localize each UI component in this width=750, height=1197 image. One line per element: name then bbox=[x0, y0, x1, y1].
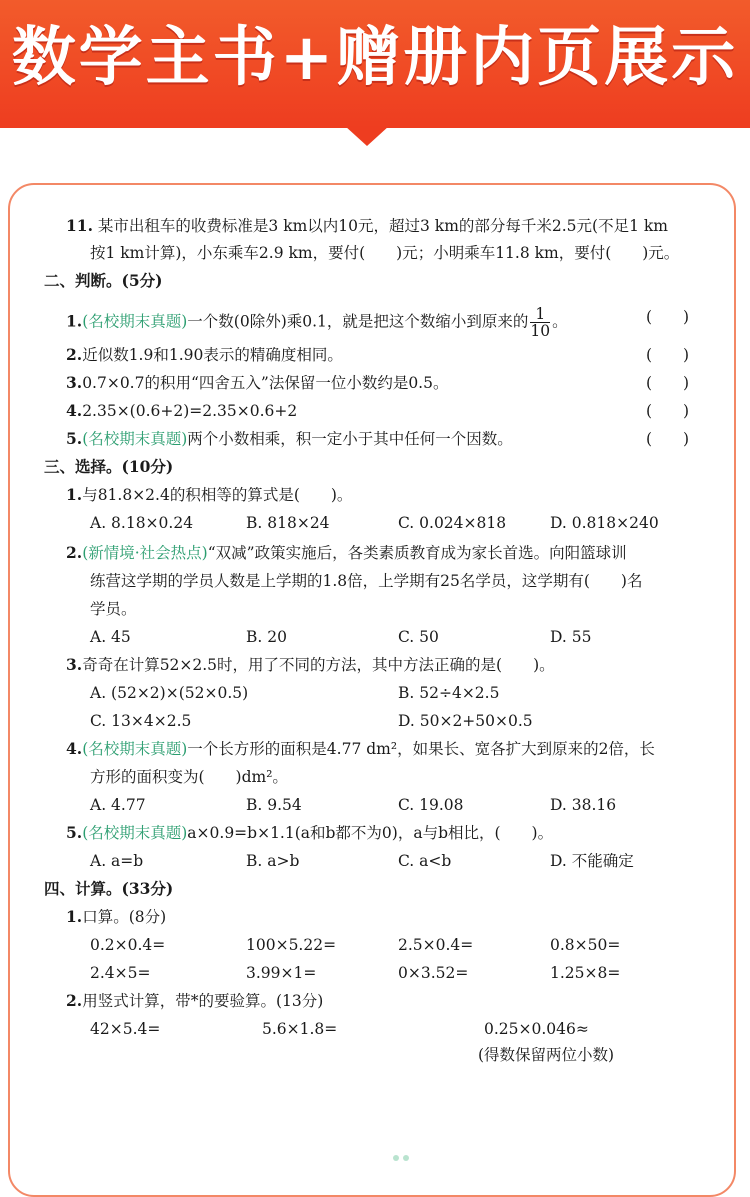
question-text: a×0.9=b×1.1(a和b都不为0)，a与b相比，( )。 bbox=[187, 824, 554, 842]
source-tag: (新情境·社会热点) bbox=[82, 544, 208, 562]
judge-item-1 bbox=[66, 306, 568, 339]
option-d: D. 55 bbox=[550, 628, 592, 646]
question-text: 用竖式计算，带*的要验算。(13分) bbox=[82, 992, 324, 1010]
option-c: C. a<b bbox=[398, 852, 452, 870]
choice-q2-line2: 练营这学期的学员人数是上学期的1.8倍，上学期有25名学员，这学期有( )名 bbox=[90, 572, 643, 590]
option-b: B. 20 bbox=[246, 628, 287, 646]
mental-calc-item: 0.2×0.4= bbox=[90, 936, 166, 954]
question-number: 5. bbox=[66, 429, 83, 448]
source-tag: (名校期末真题) bbox=[82, 312, 188, 331]
judge-item-2 bbox=[66, 344, 343, 366]
answer-paren: ( ) bbox=[646, 346, 690, 364]
worksheet-page bbox=[8, 183, 736, 1197]
option-a: A. (52×2)×(52×0.5) bbox=[90, 684, 249, 702]
source-tag: (名校期末真题) bbox=[82, 430, 188, 448]
option-d: D. 38.16 bbox=[550, 796, 617, 814]
option-b: B. 818×24 bbox=[246, 514, 330, 532]
question-text: 口算。(8分) bbox=[82, 908, 167, 926]
question-11-line1 bbox=[66, 215, 668, 237]
choice-q4-line1 bbox=[66, 738, 655, 760]
option-c: C. 0.024×818 bbox=[398, 514, 507, 532]
question-text: 某市出租车的收费标准是3 km以内10元，超过3 km的部分每千米2.5元(不足1 km bbox=[97, 217, 668, 235]
vertical-calc-item: 42×5.4= bbox=[90, 1020, 161, 1038]
page-decoration-dots bbox=[388, 1150, 428, 1161]
rounding-note: (得数保留两位小数) bbox=[478, 1046, 615, 1064]
answer-paren: ( ) bbox=[646, 308, 690, 326]
question-number: 11. bbox=[66, 216, 93, 235]
option-d: D. 50×2+50×0.5 bbox=[398, 712, 533, 730]
source-tag: (名校期末真题) bbox=[82, 740, 188, 758]
question-number: 1. bbox=[66, 485, 83, 504]
question-text: “双减”政策实施后，各类素质教育成为家长首选。向阳篮球训 bbox=[207, 544, 627, 562]
choice-q3 bbox=[66, 654, 555, 676]
banner-pointer bbox=[345, 126, 389, 146]
question-number: 2. bbox=[66, 543, 83, 562]
fraction bbox=[530, 306, 550, 339]
option-a: A. 45 bbox=[90, 628, 131, 646]
mental-calc-item: 0×3.52= bbox=[398, 964, 469, 982]
judge-item-3 bbox=[66, 372, 448, 394]
banner-title: 数学主书+赠册内页展示 bbox=[11, 21, 739, 95]
option-d: D. 0.818×240 bbox=[550, 514, 659, 532]
fraction-numerator: 1 bbox=[530, 306, 550, 323]
mental-calc-item: 3.99×1= bbox=[246, 964, 317, 982]
choice-q4-line2: 方形的面积变为( )dm²。 bbox=[90, 768, 288, 786]
fraction-denominator: 10 bbox=[530, 322, 551, 340]
mental-calc-item: 2.5×0.4= bbox=[398, 936, 474, 954]
option-c: C. 13×4×2.5 bbox=[90, 712, 192, 730]
question-number: 4. bbox=[66, 739, 83, 758]
option-b: B. 9.54 bbox=[246, 796, 302, 814]
option-b: B. 52÷4×2.5 bbox=[398, 684, 500, 702]
option-c: C. 50 bbox=[398, 628, 439, 646]
question-number: 2. bbox=[66, 991, 83, 1010]
option-a: A. 4.77 bbox=[90, 796, 146, 814]
question-text: 近似数1.9和1.90表示的精确度相同。 bbox=[82, 346, 343, 364]
question-text: 与81.8×2.4的积相等的算式是( )。 bbox=[82, 486, 353, 504]
answer-paren: ( ) bbox=[646, 374, 690, 392]
vertical-calc-item: 0.25×0.046≈ bbox=[484, 1020, 589, 1038]
header-banner bbox=[0, 0, 750, 128]
question-number: 3. bbox=[66, 373, 83, 392]
option-a: A. a=b bbox=[90, 852, 144, 870]
choice-q5 bbox=[66, 822, 553, 844]
question-text: 2.35×(0.6+2)=2.35×0.6+2 bbox=[82, 402, 298, 420]
mental-calc-item: 1.25×8= bbox=[550, 964, 621, 982]
question-number: 1. bbox=[66, 311, 83, 331]
choice-q2-line3: 学员。 bbox=[90, 600, 137, 618]
question-number: 4. bbox=[66, 401, 83, 420]
option-d: D. 不能确定 bbox=[550, 852, 634, 870]
option-c: C. 19.08 bbox=[398, 796, 464, 814]
vertical-calc-item: 5.6×1.8= bbox=[262, 1020, 338, 1038]
option-a: A. 8.18×0.24 bbox=[90, 514, 194, 532]
section-judge-heading: 二、判断。(5分) bbox=[44, 271, 163, 290]
section-choice-heading: 三、选择。(10分) bbox=[44, 457, 174, 476]
answer-paren: ( ) bbox=[646, 402, 690, 420]
mental-calc-item: 2.4×5= bbox=[90, 964, 151, 982]
section-calc-heading: 四、计算。(33分) bbox=[44, 879, 174, 898]
question-tail: 。 bbox=[552, 312, 568, 331]
option-b: B. a>b bbox=[246, 852, 300, 870]
question-text: 一个数(0除外)乘0.1，就是把这个数缩小到原来的 bbox=[187, 312, 529, 331]
question-11-line2: 按1 km计算)，小东乘车2.9 km，要付( )元；小明乘车11.8 km，要付( )元。 bbox=[90, 244, 680, 262]
question-number: 5. bbox=[66, 823, 83, 842]
answer-paren: ( ) bbox=[646, 430, 690, 448]
calc-part2 bbox=[66, 990, 323, 1012]
source-tag: (名校期末真题) bbox=[82, 824, 188, 842]
question-text: 两个小数相乘，积一定小于其中任何一个因数。 bbox=[187, 430, 513, 448]
choice-q1 bbox=[66, 484, 352, 506]
question-number: 1. bbox=[66, 907, 83, 926]
mental-calc-item: 0.8×50= bbox=[550, 936, 621, 954]
judge-item-5 bbox=[66, 428, 513, 450]
question-text: 一个长方形的面积是4.77 dm²，如果长、宽各扩大到原来的2倍，长 bbox=[187, 740, 655, 758]
calc-part1 bbox=[66, 906, 166, 928]
question-text: 奇奇在计算52×2.5时，用了不同的方法，其中方法正确的是( )。 bbox=[82, 656, 555, 674]
question-number: 2. bbox=[66, 345, 83, 364]
question-number: 3. bbox=[66, 655, 83, 674]
choice-q2-line1 bbox=[66, 542, 627, 564]
question-text: 0.7×0.7的积用“四舍五入”法保留一位小数约是0.5。 bbox=[82, 374, 449, 392]
judge-item-4 bbox=[66, 400, 297, 422]
mental-calc-item: 100×5.22= bbox=[246, 936, 337, 954]
